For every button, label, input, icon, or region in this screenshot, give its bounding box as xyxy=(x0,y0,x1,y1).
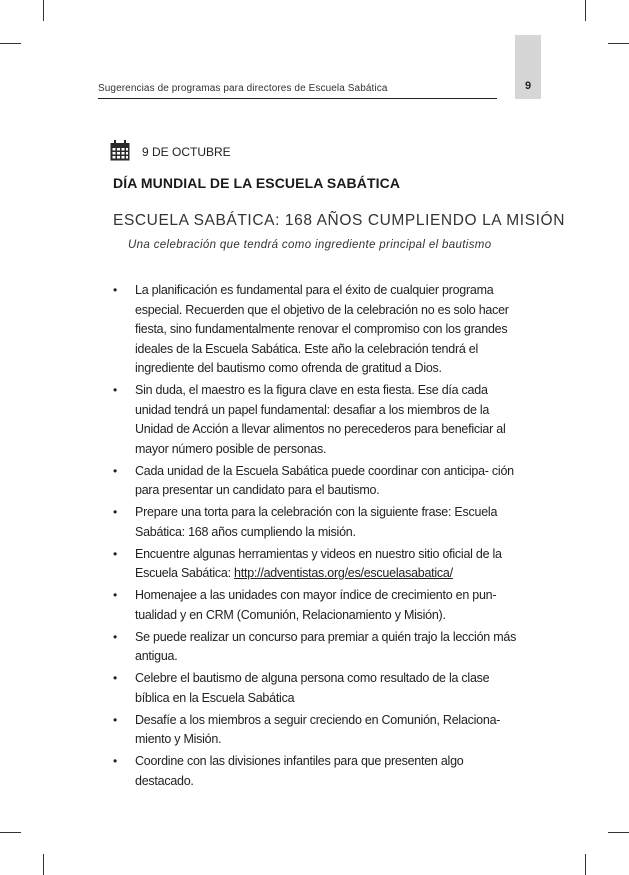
bullet-dot: • xyxy=(113,754,117,768)
running-header: Sugerencias de programas para directores de Escuela Sabática xyxy=(98,83,388,94)
list-item-text: Cada unidad de la Escuela Sabática puede coordinar con anticipa- ción para presentar un candidato para el bautismo. xyxy=(135,463,514,497)
calendar-icon xyxy=(110,140,130,161)
list-item xyxy=(112,669,522,708)
list-item xyxy=(112,281,522,379)
crop-mark xyxy=(43,0,44,21)
list-item xyxy=(112,586,522,625)
date-row xyxy=(110,137,231,161)
list-item xyxy=(112,545,522,584)
bullet-dot: • xyxy=(113,463,117,478)
crop-mark xyxy=(608,832,629,833)
list-item xyxy=(112,503,522,542)
bullet-dot: • xyxy=(113,671,117,685)
list-item-text: Sin duda, el maestro es la figura clave en esta fiesta. Ese día cada unidad tendrá un papel fundamental: desafiar a los miembros de la Unidad de Acción a llevar alimentos no perecederos para beneficiar al mayor número posible de personas. xyxy=(135,383,506,456)
list-item-text: Encuentre algunas herramientas y videos en nuestro sitio oficial de la Escuela Sabática: xyxy=(135,546,502,580)
list-item-text: Desafíe a los miembros a seguir creciendo en Comunión, Relaciona- miento y Misión. xyxy=(135,712,501,746)
bullet-dot: • xyxy=(113,629,117,644)
list-item xyxy=(112,381,522,459)
crop-mark xyxy=(585,854,586,875)
crop-mark xyxy=(585,0,586,21)
list-item xyxy=(112,752,522,791)
tagline: Una celebración que tendrá como ingrediente principal el bautismo xyxy=(128,239,492,251)
list-item-text: Celebre el bautismo de alguna persona como resultado de la clase bíblica en la Escuela Sabática xyxy=(135,671,490,705)
bullet-dot: • xyxy=(113,505,117,519)
crop-mark xyxy=(43,854,44,875)
list-item-text: Coordine con las divisiones infantiles para que presenten algo destacado. xyxy=(135,754,464,788)
bullet-dot: • xyxy=(113,712,117,727)
subtitle: ESCUELA SABÁTICA: 168 AÑOS CUMPLIENDO LA MISIÓN xyxy=(113,212,566,229)
bullet-list xyxy=(112,281,522,791)
website-link[interactable]: http://adventistas.org/es/escuelasabatica/ xyxy=(234,566,453,580)
list-item-text: Prepare una torta para la celebración con la siguiente frase: Escuela Sabática: 168 años cumpliendo la misión. xyxy=(135,505,498,539)
bullet-dot: • xyxy=(113,283,117,297)
crop-mark xyxy=(608,43,629,44)
bullet-dot: • xyxy=(113,546,117,561)
crop-mark xyxy=(0,43,21,44)
header-rule xyxy=(98,98,497,99)
list-item xyxy=(112,711,522,750)
page-number: 9 xyxy=(524,80,532,92)
list-item xyxy=(112,462,522,501)
bullet-dot: • xyxy=(113,588,117,602)
bullet-dot: • xyxy=(113,383,117,397)
list-item-text: La planificación es fundamental para el éxito de cualquier programa especial. Recuerden que el objetivo de la celebración no es solo hacer fiesta, sino fundamentalmente renovar el compromiso con los grandes ideales de la Escuela Sabática. Este año la celebración tendrá el ingrediente del bautismo como ofrenda de gratitud a Dios. xyxy=(135,283,509,375)
page-title: DÍA MUNDIAL DE LA ESCUELA SABÁTICA xyxy=(113,175,401,191)
list-item-text: Se puede realizar un concurso para premiar a quién trajo la lección más antigua. xyxy=(135,629,517,663)
list-item-text: Homenajee a las unidades con mayor índice de crecimiento en pun- tualidad y en CRM (Comunión, Relacionamiento y Misión). xyxy=(135,588,497,622)
crop-mark xyxy=(0,832,21,833)
date-text: 9 DE OCTUBRE xyxy=(142,145,231,159)
list-item xyxy=(112,628,522,667)
